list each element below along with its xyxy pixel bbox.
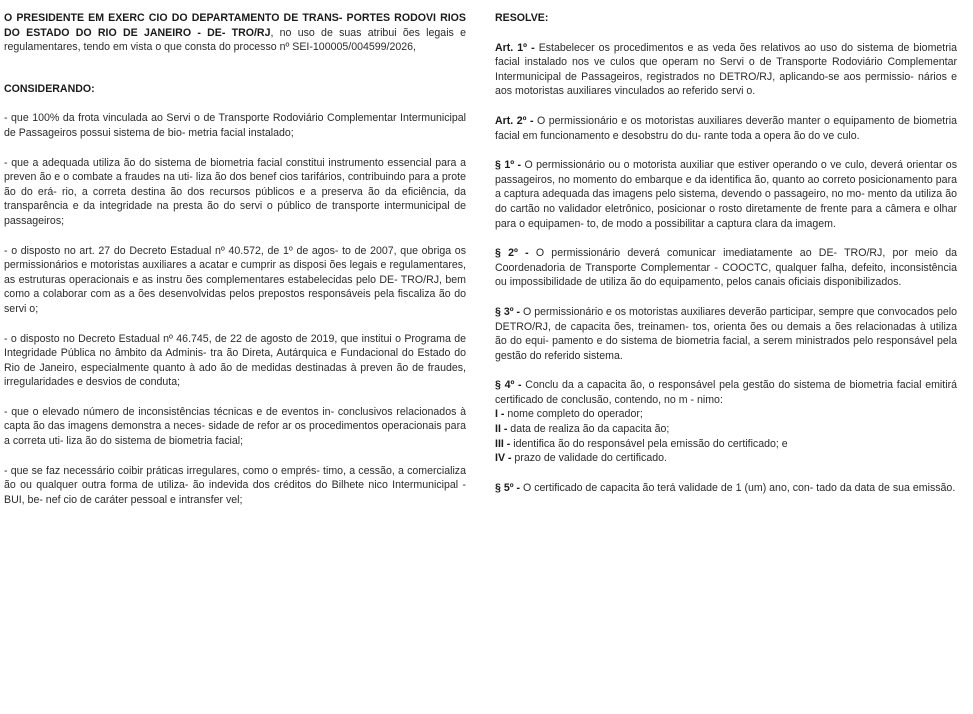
article-1-label: Art. 1º - bbox=[495, 41, 535, 54]
considerando-item-3: - o disposto no art. 27 do Decreto Estadual nº 40.572, de 1º de agos- to de 2007, que obriga os permissionários e motoristas auxiliares a acatar e cumprir as disposi ões legais e regulamentares, as estruturas operacionais e as instru ões complementares estabelecidas pelo DE- TRO/RJ, bem como a colaborar com as a ões desenvolvidas pelos prepostos responsáveis pela fiscaliza ão do servi o; bbox=[4, 244, 466, 315]
article-2-text: O permissionário e os motoristas auxiliares deverão manter o equipamento de biometria facial em funcionamento e desobstru do du- rante toda a opera ão do ve culo. bbox=[495, 114, 957, 142]
paragraph-4-text: Conclu da a capacita ão, o responsável pela gestão do sistema de biometria facial emitirá certificado de conclusão, contendo, no m - nimo: bbox=[495, 379, 957, 406]
article-2-label: Art. 2º - bbox=[495, 114, 534, 127]
list-item bbox=[495, 407, 957, 422]
list-item bbox=[495, 451, 957, 466]
intro-paragraph bbox=[4, 11, 466, 55]
paragraph-1 bbox=[495, 158, 957, 231]
paragraph-1-text: O permissionário ou o motorista auxiliar que estiver operando o ve culo, deverá orientar os passageiros, no momento do embarque e da identifica ão, quanto ao correto posicionamento para a captura adequada das imagens pelo sistema, devendo o passageiro, no mo- mento da utiliza ão do cartão no validador eletrônico, posicionar o rosto diretamente de frente para a câmera e olhar para o equipamen- to, de modo a possibilitar a captura clara da imagem. bbox=[495, 159, 957, 230]
resolve-heading: RESOLVE: bbox=[495, 12, 549, 24]
considerando-item-5: - que o elevado número de inconsistências técnicas e de eventos in- conclusivos relacionados à capta ão das imagens demonstra a neces- sidade de refor ar os procedimentos operacionais para a correta uti- liza ão do sistema de biometria facial; bbox=[4, 405, 466, 448]
list-item-text: prazo de validade do certificado. bbox=[511, 452, 667, 465]
paragraph-5 bbox=[495, 481, 957, 496]
article-1 bbox=[495, 41, 957, 99]
paragraph-3 bbox=[495, 305, 957, 363]
considerando-item-2: - que a adequada utiliza ão do sistema de biometria facial constitui instrumento essencial para a preven ão e o combate a fraudes na uti- liza ão dos benef cios tarifários, contribuindo para a prote ão do erá- rio, a correta destina ão dos recursos públicos e a preserva ão da eficiência, da transparência e da integridade na presta ão do servi o público de transporte intermunicipal de passageiros; bbox=[4, 156, 466, 227]
list-item-text: data de realiza ão da capacita ão; bbox=[507, 423, 670, 436]
list-item-text: nome completo do operador; bbox=[504, 408, 643, 421]
intro-authority: O PRESIDENTE EM EXERC CIO DO DEPARTAMENTO DE TRANS- PORTES RODOVI RIOS DO ESTADO DO RIO DE JANEIRO - DE- TRO/RJ bbox=[4, 12, 466, 39]
article-1-text: Estabelecer os procedimentos e as veda ões relativos ao uso do sistema de biometria facial instalado nos ve culos que operam no Servi o de Transporte Rodoviário Complementar Intermunicipal de Passageiros, registrados no DETRO/RJ, aplicando-se aos permissio- nários e aos motoristas auxiliares vinculados ao referido servi o. bbox=[495, 41, 958, 98]
list-item-label: I - bbox=[495, 408, 505, 421]
paragraph-2-text: O permissionário deverá comunicar imediatamente ao DE- TRO/RJ, por meio da Coordenadoria de Transporte Complementar - COOCTC, qualquer falha, defeito, inconsistência ou impossibilidade de utiliza ão do equipamento, pelos canais oficiais disponibilizados. bbox=[495, 247, 957, 289]
paragraph-5-label: § 5º - bbox=[495, 481, 521, 494]
paragraph-3-text: O permissionário e os motoristas auxiliares deverão participar, sempre que convocados pelo DETRO/RJ, de capacita ões, treinamen- tos, orienta ões ou demais a ões relacionadas à utiliza ão do equi- pamento e do sistema de biometria facial, a serem ministrados pelo responsável pela gestão do referido sistema. bbox=[495, 305, 957, 362]
list-item bbox=[495, 422, 957, 437]
considerando-heading: CONSIDERANDO: bbox=[4, 82, 95, 95]
list-item-text: identifica ão do responsável pela emissão do certificado; e bbox=[510, 437, 788, 450]
right-column bbox=[495, 11, 957, 510]
list-item-label: IV - bbox=[495, 452, 512, 465]
paragraph-5-text: O certificado de capacita ão terá validade de 1 (um) ano, con- tado da data de sua emissão. bbox=[520, 481, 956, 494]
paragraph-2-label: § 2º - bbox=[495, 247, 529, 260]
paragraph-2 bbox=[495, 246, 957, 290]
paragraph-3-label: § 3º - bbox=[495, 305, 521, 318]
paragraph-4-label: § 4º - bbox=[495, 379, 522, 392]
considerando-item-1: - que 100% da frota vinculada ao Servi o de Transporte Rodoviário Complementar Intermunicipal de Passageiros possui sistema de bio- metria facial instalado; bbox=[4, 112, 466, 139]
list-item-label: II - bbox=[495, 423, 508, 436]
list-item bbox=[495, 437, 957, 452]
considerando-item-6: - que se faz necessário coibir práticas irregulares, como o emprés- timo, a cessão, a comercializa ão ou qualquer outra forma de utiliza- ão indevida dos créditos do Bilhete nico Intermunicipal - BUI, be- nef cio de caráter pessoal e intransfer vel; bbox=[4, 464, 466, 506]
article-2 bbox=[495, 114, 957, 143]
list-item-label: III - bbox=[495, 437, 511, 450]
considerando-item-4: - o disposto no Decreto Estadual nº 46.745, de 22 de agosto de 2019, que institui o Programa de Integridade Pública no âmbito da Adminis- tra ão Direta, Autárquica e Fundacional do Estado do Rio de Janeiro, especialmente quanto à ado ão de medidas destinadas à preven ão de fraudes, irregularidades e desvios de conduta; bbox=[4, 332, 466, 389]
left-column bbox=[4, 11, 466, 522]
paragraph-1-label: § 1º - bbox=[495, 159, 522, 172]
paragraph-4-list bbox=[495, 407, 957, 465]
paragraph-4 bbox=[495, 378, 957, 407]
intro-text: , no uso de suas atribui ões legais e regulamentares, tendo em vista o que consta do processo nº SEI-100005/004599/2026, bbox=[4, 26, 466, 54]
